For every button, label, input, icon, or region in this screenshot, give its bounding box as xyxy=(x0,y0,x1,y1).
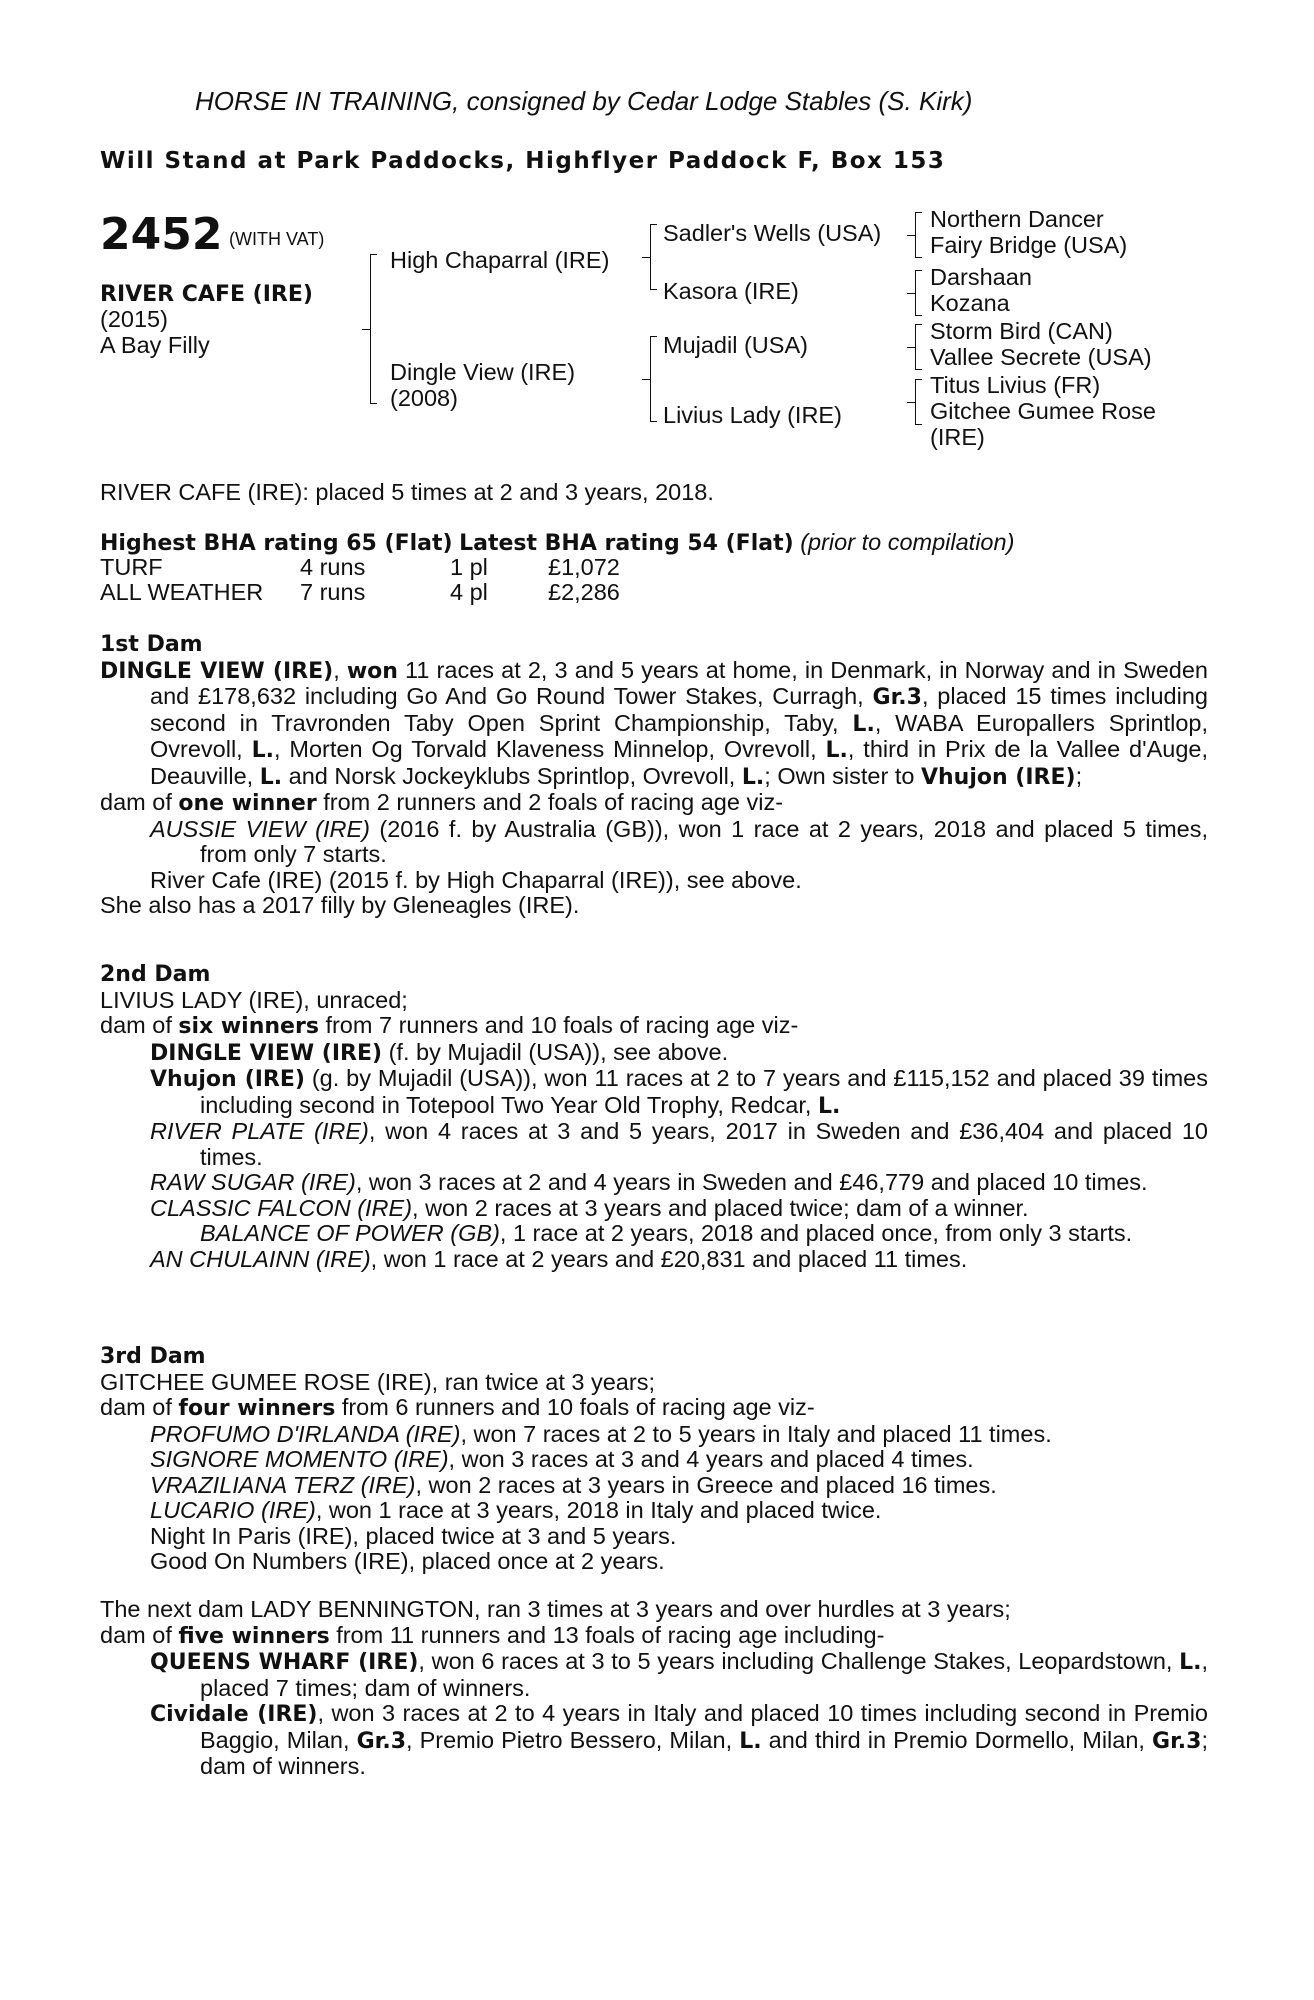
pedigree-bracket xyxy=(650,224,651,290)
list-item: River Cafe (IRE) (2015 f. by High Chaparral (IRE)), see above. xyxy=(150,866,802,893)
horse-year: (2015) xyxy=(100,306,168,332)
list-item: CLASSIC FALCON (IRE), won 2 races at 3 years and placed twice; dam of a winner. xyxy=(150,1194,1029,1221)
pedigree-sss: Northern Dancer xyxy=(930,206,1104,232)
prize: £2,286 xyxy=(548,579,620,605)
runs: 7 runs xyxy=(300,579,366,605)
also-note: She also has a 2017 filly by Gleneagles (IRE). xyxy=(100,892,580,918)
pedigree-dam-dam: Livius Lady (IRE) xyxy=(663,402,842,428)
list-item: PROFUMO D'IRLANDA (IRE), won 7 races at 2 to 5 years in Italy and placed 11 times. xyxy=(150,1420,1052,1447)
first-dam-section xyxy=(100,632,1208,919)
vat-label: (WITH VAT) xyxy=(229,229,325,249)
bha-rating xyxy=(100,530,1014,557)
pedigree-sdd: Kozana xyxy=(930,290,1010,316)
lot-number xyxy=(100,210,324,260)
pedigree-ddd-country: (IRE) xyxy=(930,424,985,450)
pedigree-bracket xyxy=(915,324,916,370)
list-item: DINGLE VIEW (IRE) (f. by Mujadil (USA)), see above. xyxy=(150,1038,729,1066)
third-dam-section xyxy=(100,1344,1208,1575)
section-heading: 1st Dam xyxy=(100,632,203,657)
pedigree-bracket xyxy=(915,212,916,258)
race-summary: RIVER CAFE (IRE): placed 5 times at 2 and 3 years, 2018. xyxy=(100,479,714,505)
pedigree-bracket xyxy=(915,270,916,316)
pedigree-sds: Darshaan xyxy=(930,264,1032,290)
prize: £1,072 xyxy=(548,554,620,580)
section-heading: 3rd Dam xyxy=(100,1344,206,1369)
list-item: LUCARIO (IRE), won 1 race at 3 years, 2018 in Italy and placed twice. xyxy=(150,1497,882,1523)
location-line: Will Stand at Park Paddocks, Highflyer Paddock F, Box 153 xyxy=(100,148,946,174)
dam-record: DINGLE VIEW (IRE), won 11 races at 2, 3 and 5 years at home, in Denmark, in Norway and in Sweden and £178,632 including Go And Go Round Tower Stakes, Curragh, Gr.3, placed 15 times including second in Travronden Taby Open Sprint Championship, Taby, L., WABA Europallers Sprintlop, Ovrevoll, L., Morten Og Torvald Klaveness Minnelop, Ovrevoll, L., third in Prix de la Vallee d'Auge, Deauville, L. and Norsk Jockeyklubs Sprintlop, Ovrevoll, L.; Own sister to Vhujon (IRE); xyxy=(100,656,1209,790)
list-item: RAW SUGAR (IRE), won 3 races at 2 and 4 years in Sweden and £46,779 and placed 10 times. xyxy=(150,1169,1148,1195)
horse-name: RIVER CAFE (IRE) xyxy=(100,282,313,307)
latest-rating: Latest BHA rating 54 (Flat) xyxy=(459,531,794,556)
section-heading: 2nd Dam xyxy=(100,962,211,987)
pedigree-sire-sire: Sadler's Wells (USA) xyxy=(663,220,882,246)
dam-of-line: dam of six winners from 7 runners and 10 foals of racing age viz- xyxy=(100,1012,799,1039)
pedigree-ssd: Fairy Bridge (USA) xyxy=(930,232,1128,258)
dam-of-line: dam of four winners from 6 runners and 10 foals of racing age viz- xyxy=(100,1394,815,1421)
pedigree-bracket xyxy=(915,379,916,425)
lot-number-value: 2452 xyxy=(100,209,223,260)
pedigree-sire: High Chaparral (IRE) xyxy=(390,247,610,273)
surface: TURF xyxy=(100,554,163,580)
pedigree-dam-year: (2008) xyxy=(390,385,458,411)
list-item: AUSSIE VIEW (IRE) (2016 f. by Australia (GB)), won 1 race at 2 years, 2018 and placed 5 times, from only 7 starts. xyxy=(150,815,1209,867)
runs: 4 runs xyxy=(300,554,366,580)
next-dam-section xyxy=(100,1597,1208,1780)
pedigree-dds: Titus Livius (FR) xyxy=(930,372,1101,398)
pedigree-dam-sire: Mujadil (USA) xyxy=(663,332,808,358)
pedigree-dss: Storm Bird (CAN) xyxy=(930,318,1113,344)
pedigree-bracket xyxy=(650,336,651,422)
placings: 1 pl xyxy=(450,554,488,580)
list-item: QUEENS WHARF (IRE), won 6 races at 3 to 5 years including Challenge Stakes, Leopardstown, L., placed 7 times; dam of winners. xyxy=(150,1648,1208,1701)
list-item: BALANCE OF POWER (GB), 1 race at 2 years, 2018 and placed once, from only 3 starts. xyxy=(200,1220,1133,1246)
placings: 4 pl xyxy=(450,579,488,605)
table-row xyxy=(100,580,620,605)
pedigree-dam: Dingle View (IRE) xyxy=(390,359,576,385)
horse-description: A Bay Filly xyxy=(100,332,210,358)
pedigree-dsd: Vallee Secrete (USA) xyxy=(930,344,1152,370)
consignor-title: HORSE IN TRAINING, consigned by Cedar Lodge Stables (S. Kirk) xyxy=(195,86,973,116)
highest-rating: Highest BHA rating 65 (Flat) xyxy=(100,531,453,556)
dam-of-line: dam of one winner from 2 runners and 2 foals of racing age viz- xyxy=(100,789,784,816)
race-record-table xyxy=(100,555,620,605)
second-dam-section xyxy=(100,962,1208,1272)
pedigree-ddd: Gitchee Gumee Rose xyxy=(930,398,1156,424)
list-item: RIVER PLATE (IRE), won 4 races at 3 and 5 years, 2017 in Sweden and £36,404 and placed 10 times. xyxy=(150,1118,1208,1170)
rating-note: (prior to compilation) xyxy=(800,529,1015,555)
list-item: Night In Paris (IRE), placed twice at 3 and 5 years. xyxy=(150,1522,677,1549)
dam-intro: LIVIUS LADY (IRE), unraced; xyxy=(100,986,408,1013)
surface: ALL WEATHER xyxy=(100,579,264,605)
list-item: Good On Numbers (IRE), placed once at 2 years. xyxy=(150,1548,665,1574)
dam-of-line: dam of five winners from 11 runners and 13 foals of racing age including- xyxy=(100,1621,885,1649)
pedigree-sire-dam: Kasora (IRE) xyxy=(663,278,799,304)
list-item: SIGNORE MOMENTO (IRE), won 3 races at 3 and 4 years and placed 4 times. xyxy=(150,1446,974,1472)
dam-intro: GITCHEE GUMEE ROSE (IRE), ran twice at 3 years; xyxy=(100,1368,655,1395)
list-item: VRAZILIANA TERZ (IRE), won 2 races at 3 years in Greece and placed 16 times. xyxy=(150,1471,997,1498)
list-item: Cividale (IRE), won 3 races at 2 to 4 years in Italy and placed 10 times including second in Premio Baggio, Milan, Gr.3, Premio Pietro Bessero, Milan, L. and third in Premio Dormello, Milan, Gr.3; dam of winners. xyxy=(150,1700,1209,1779)
list-item: AN CHULAINN (IRE), won 1 race at 2 years and £20,831 and placed 11 times. xyxy=(150,1245,968,1272)
table-row xyxy=(100,555,620,580)
list-item: Vhujon (IRE) (g. by Mujadil (USA)), won 11 races at 2 to 7 years and £115,152 and placed 39 times including second in Totepool Two Year Old Trophy, Redcar, L. xyxy=(150,1065,1208,1119)
dam-intro: The next dam LADY BENNINGTON, ran 3 times at 3 years and over hurdles at 3 years; xyxy=(100,1596,1011,1622)
pedigree-bracket xyxy=(370,254,371,404)
